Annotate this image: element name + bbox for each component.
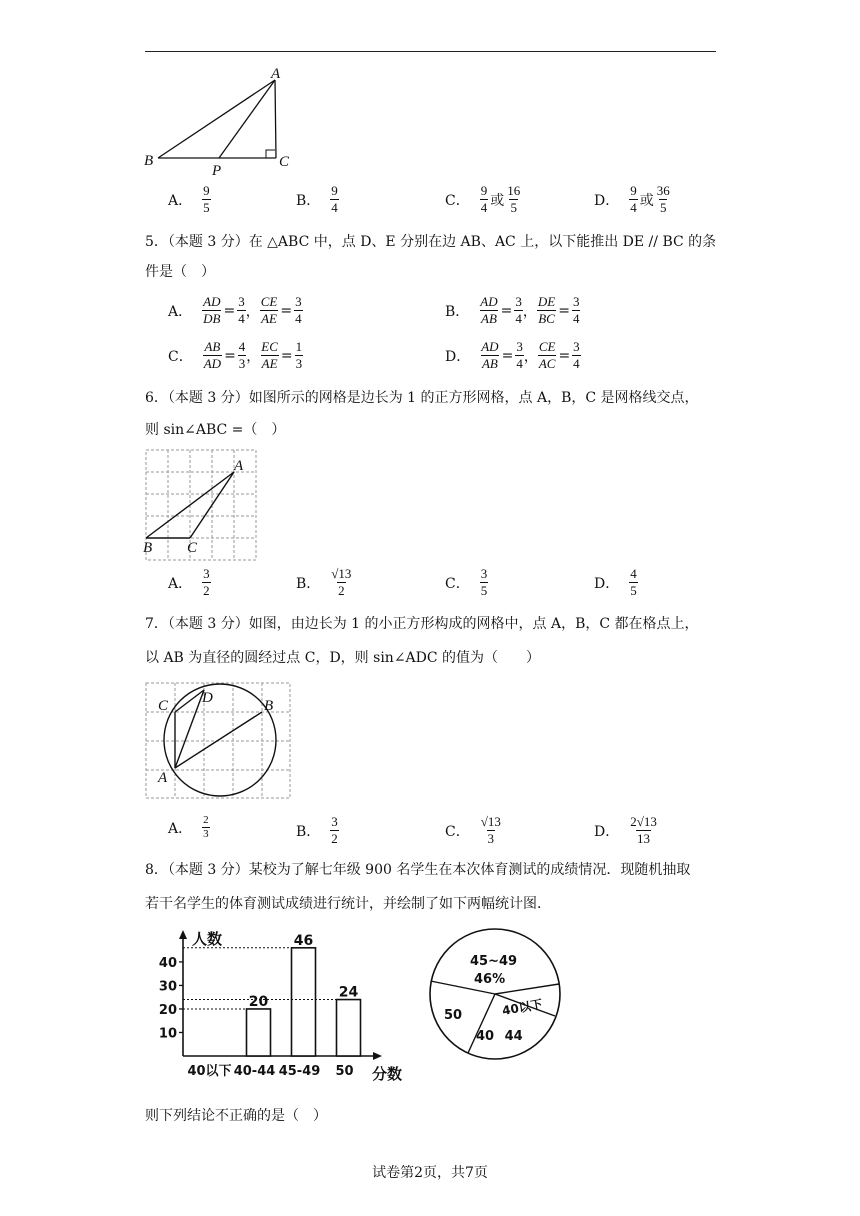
denominator: AE [261,356,278,371]
numerator: 3 [331,814,338,829]
denominator: AC [538,356,556,371]
numerator: 3 [238,294,245,309]
or-text: 或 [490,192,505,209]
label-b: B [144,153,154,169]
option-label: C． [445,823,470,840]
numerator: 9 [203,183,210,198]
comma: ， [245,303,260,320]
numerator: 4 [630,566,637,581]
numerator: 3 [573,339,580,354]
option-label: A． [168,820,193,837]
equals: = [558,347,571,364]
q4-option-c[interactable] [445,183,521,216]
denominator: AB [481,311,497,326]
denominator: 2 [331,831,338,846]
pie-slice-50: 50 [444,1008,463,1023]
q6-stem-line1: 6．（本题 3 分）如图所示的网格是边长为 1 的正方形网格，点 A，B，C 是网格线交点， [145,390,699,406]
label-b: B [143,540,153,556]
q7-circle-figure [140,680,294,802]
bar [247,1009,271,1056]
numerator: 3 [516,339,523,354]
numerator: 9 [630,183,637,198]
q5-option-c[interactable] [168,339,303,372]
y-axis-label: 人数 [192,930,223,948]
x-axis-label: 分数 [372,1065,403,1083]
numerator: 3 [572,294,580,309]
numerator: 9 [480,183,488,198]
denominator: 3 [487,831,495,846]
denominator: 2 [338,583,345,598]
option-label: B． [296,575,321,592]
q7-stem-line1: 7．（本题 3 分）如图，由边长为 1 的小正方形构成的网格中，点 A，B，C 都在格点上， [145,616,699,632]
q6-grid-figure [140,446,262,564]
equals: = [280,302,293,319]
label-a: A [271,66,281,82]
denominator: 2 [203,583,210,598]
x-axis-arrow-icon [373,1052,382,1060]
label-p: P [212,163,222,179]
y-tick-label: 10 [158,1026,177,1042]
denominator: AE [261,311,277,326]
option-label: B． [445,303,470,320]
q6-option-a[interactable] [168,566,211,599]
slice-value: 46% [474,972,506,987]
option-label: A． [168,575,193,592]
equals: = [280,347,293,364]
numerator: CE [260,294,278,309]
y-tick-label: 40 [158,955,177,971]
bar-chart [150,926,410,1084]
numerator: √13 [480,814,501,829]
denominator: AB [481,356,498,371]
q6-stem-line2: 则 sin∠ABC =（ ） [145,422,286,438]
option-label: D． [594,192,620,209]
denominator: 4 [630,200,637,215]
bar [337,1000,361,1056]
q5-stem-line1: 5．（本题 3 分）在 △ABC 中，点 D、E 分别在边 AB、AC 上，以下能推出 DE // BC 的条 [145,234,717,250]
denominator: 3 [238,356,246,371]
y-tick-label: 20 [158,1002,177,1018]
segment-ap [219,80,275,158]
option-label: B． [296,192,321,209]
label-d: D [202,690,213,706]
q5-option-a[interactable] [168,294,303,327]
label-c: C [187,540,198,556]
label-b: B [264,698,274,714]
y-tick-label: 30 [158,979,177,995]
option-label: D． [594,575,620,592]
diameter-ab [175,712,262,768]
option-label: A． [168,192,193,209]
numerator: 36 [656,183,670,198]
denominator: 4 [238,311,245,326]
numerator: EC [261,339,278,354]
equals: = [223,302,236,319]
q8-stem-line2: 若干名学生的体育测试成绩进行统计，并绘制了如下两幅统计图． [145,896,551,912]
label-c: C [279,154,290,170]
q4-option-d[interactable] [594,183,671,216]
numerator: AD [481,339,499,354]
option-label: A． [168,303,193,320]
denominator: 5 [630,583,637,598]
slice-label: 45~49 [470,954,518,969]
numerator: 3 [295,294,302,309]
numerator: AD [480,294,498,309]
q5-option-b[interactable] [445,294,580,327]
equals: = [500,302,513,319]
x-tick-label: 40以下 [187,1064,232,1079]
denominator: 13 [637,831,651,846]
y-axis-arrow-icon [179,930,187,939]
denominator: 4 [331,200,338,215]
header-rule [145,51,716,52]
numerator: DE [537,294,556,309]
numerator: 4 [238,339,246,354]
numerator: 2 [203,814,209,826]
numerator: 3 [515,294,522,309]
q8-stem-line1: 8．（本题 3 分）某校为了解七年级 900 名学生在本次体育测试的成绩情况．现随机抽取 [145,862,691,878]
numerator: 2√13 [630,814,657,829]
q8-stem-line3: 则下列结论不正确的是（ ） [145,1108,327,1124]
pie-chart [420,926,580,1066]
q7-option-b[interactable] [296,814,339,847]
numerator: CE [538,339,556,354]
bar-data-label: 20 [248,993,269,1010]
page-footer: 试卷第2页，共7页 [372,1165,488,1181]
bar [292,948,316,1056]
label-c: C [158,698,169,714]
pie-slice-40-44: 40 44 [476,1029,523,1044]
option-label: C． [445,192,470,209]
segment-ac [275,80,276,158]
denominator: 4 [572,311,580,326]
denominator: DB [203,311,221,326]
denominator: AD [203,356,222,371]
option-label: B． [296,823,321,840]
equals: = [558,302,570,319]
right-angle-mark [266,150,275,158]
denominator: 4 [516,356,523,371]
denominator: 5 [203,200,210,215]
denominator: 4 [295,311,302,326]
denominator: 5 [510,200,517,215]
option-label: D． [594,823,620,840]
denominator: 3 [203,828,209,840]
denominator: 5 [659,200,667,215]
q4-option-a[interactable] [168,183,211,216]
numerator: 16 [507,183,521,198]
denominator: 4 [573,356,580,371]
label-a: A [158,770,168,786]
pie-slice-below-40: 40以下 [501,997,544,1018]
equals: = [501,347,514,364]
equals: = [224,347,236,364]
x-tick-label: 40-44 [233,1064,276,1079]
numerator: 1 [295,339,303,354]
numerator: 3 [480,566,488,581]
denominator: 4 [480,200,488,215]
segment-ab [158,80,275,158]
x-tick-label: 50 [335,1064,354,1079]
denominator: 5 [480,583,488,598]
option-label: C． [445,575,470,592]
comma: ， [523,348,538,365]
option-label: C． [168,348,193,365]
q7-option-a[interactable] [168,814,210,841]
option-label: D． [445,348,471,365]
q4-option-b[interactable] [296,183,339,216]
q6-option-d[interactable] [594,566,638,599]
x-tick-label: 45-49 [278,1064,321,1079]
numerator: 3 [203,566,210,581]
or-text: 或 [639,192,654,209]
q7-option-c[interactable] [445,814,502,847]
q6-option-c[interactable] [445,566,488,599]
q5-option-d[interactable] [445,339,581,372]
q7-option-d[interactable] [594,814,658,847]
denominator: 4 [515,311,522,326]
comma: ， [522,303,537,320]
numerator: AD [203,294,221,309]
q7-stem-line2: 以 AB 为直径的圆经过点 C，D，则 sin∠ADC 的值为（ ） [145,650,541,666]
circle [164,684,276,796]
label-a: A [234,458,244,474]
denominator: BC [538,311,555,326]
q4-triangle-figure [140,62,300,180]
numerator: √13 [331,566,352,581]
numerator: AB [204,339,221,354]
q6-option-b[interactable] [296,566,352,599]
numerator: 9 [331,183,338,198]
bar-data-label: 24 [338,984,359,1001]
bar-data-label: 46 [293,932,314,949]
comma: ， [246,348,261,365]
q5-stem-line2: 件是（ ） [145,264,215,280]
denominator: 3 [295,356,303,371]
